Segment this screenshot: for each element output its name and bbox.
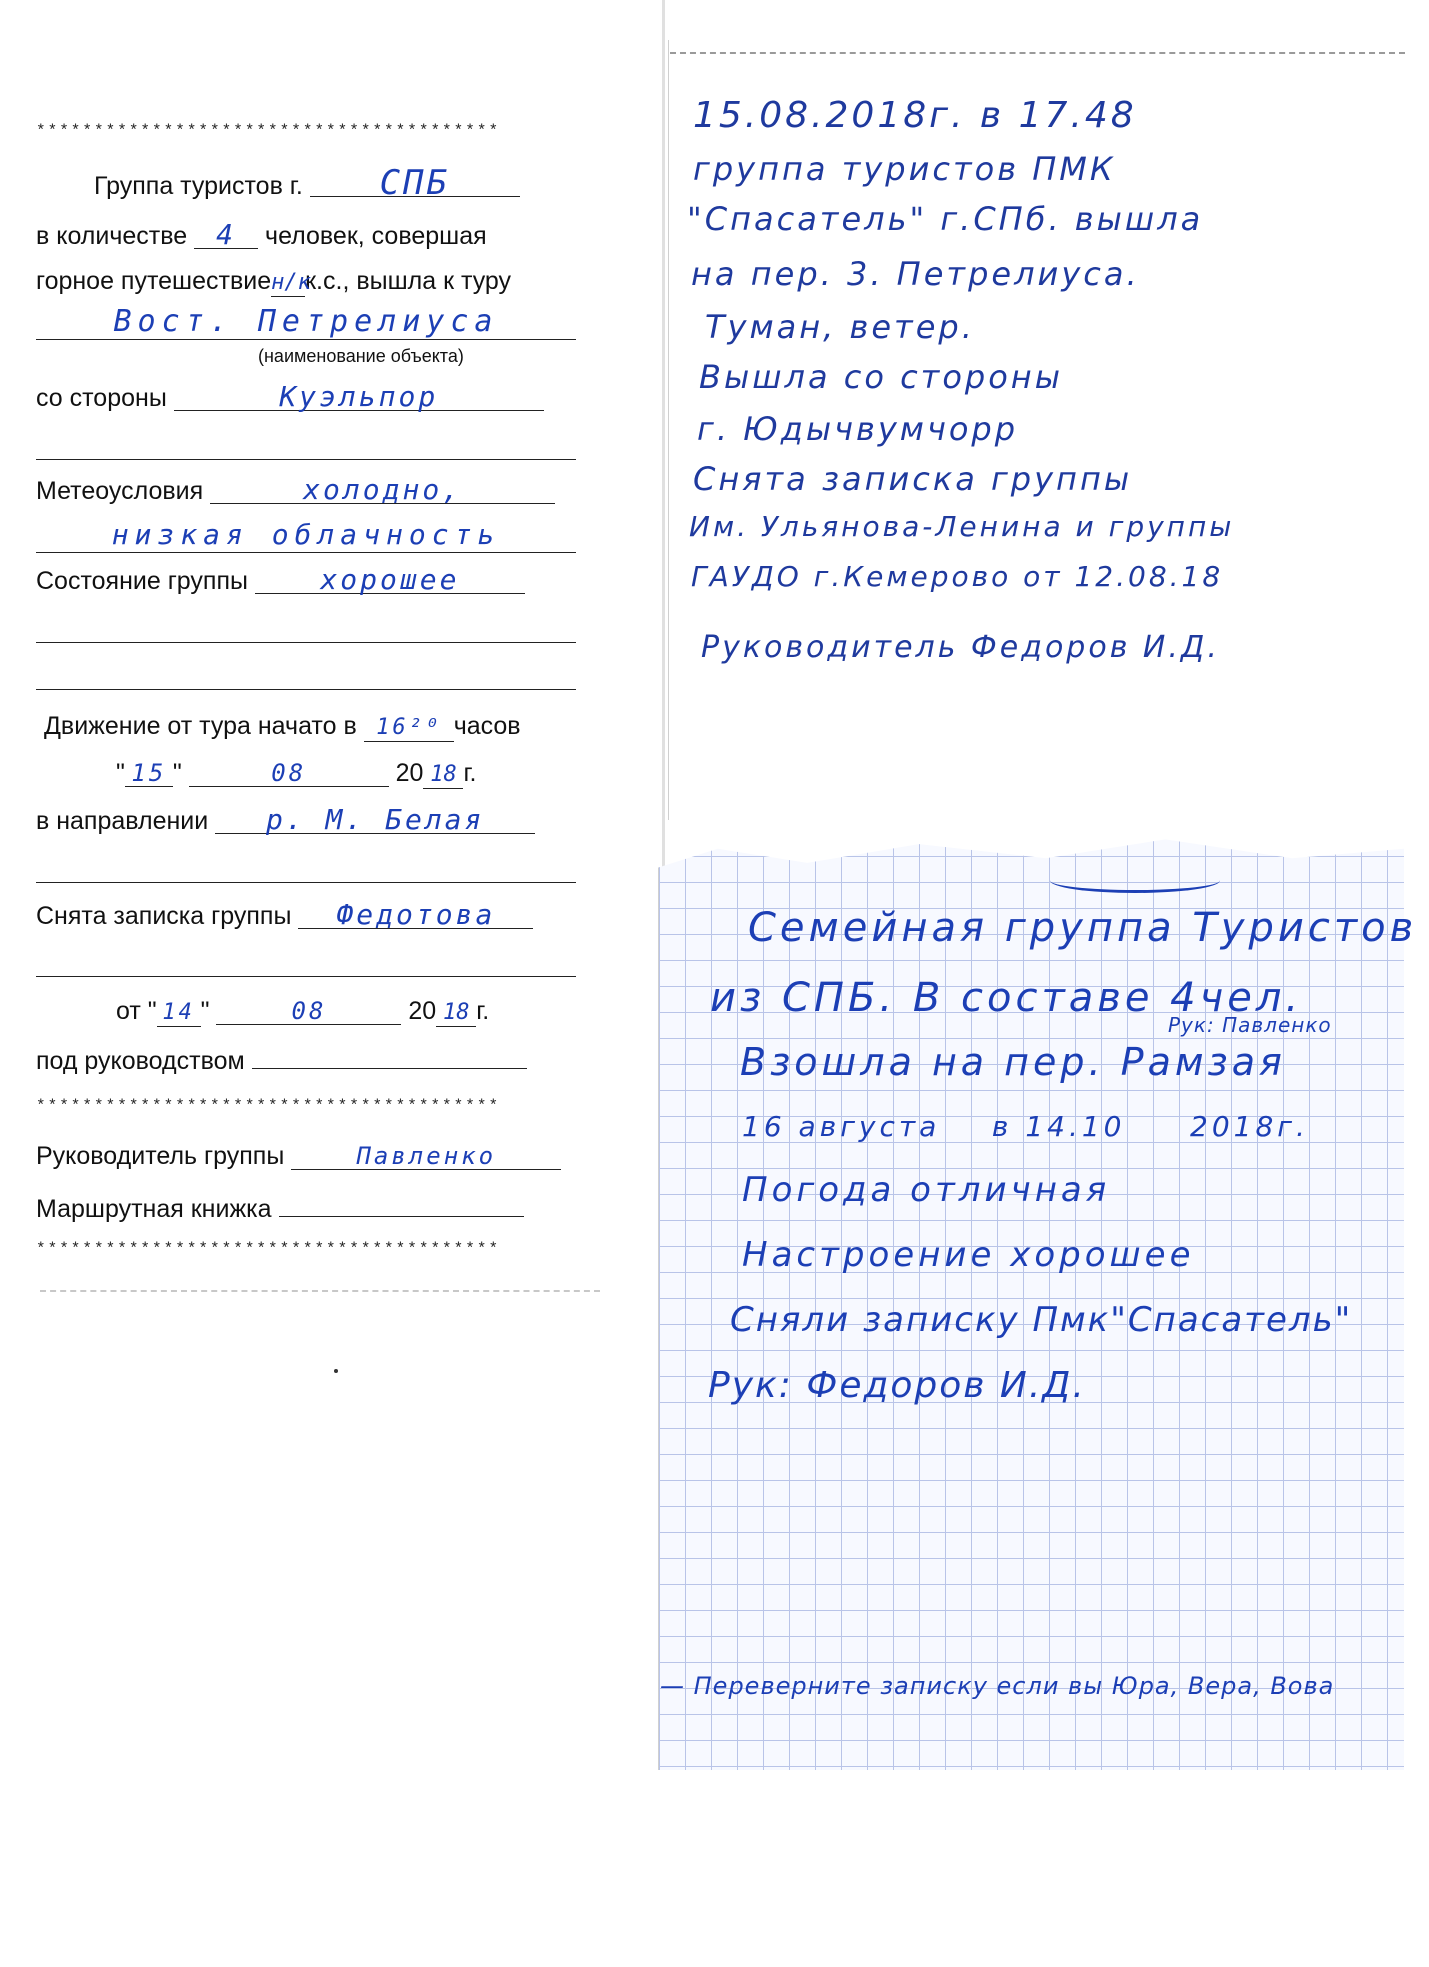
note1-line-10: ГАУДО г.Кемерово от 12.08.18 — [691, 560, 1224, 593]
date2-month-field[interactable]: 08 — [216, 998, 401, 1025]
move-time-field[interactable]: 16²⁰ — [364, 715, 454, 742]
weather-field-1[interactable]: холодно, — [210, 477, 555, 504]
count-field[interactable]: 4 — [194, 222, 258, 249]
from-label: от " — [116, 997, 157, 1025]
move-prefix: Движение от тура начато в — [44, 712, 357, 740]
scribble-mark — [1050, 868, 1220, 893]
trip-line — [36, 265, 576, 301]
book-line — [36, 1190, 576, 1226]
blank-line-5[interactable] — [36, 942, 576, 977]
side-line — [36, 382, 576, 418]
separator-stars-top: **************************************** — [36, 122, 501, 140]
leader-line — [36, 1140, 576, 1176]
direction-line — [36, 805, 576, 841]
blank-line-1[interactable] — [36, 425, 576, 460]
note1-line-6: Вышла со стороны — [699, 358, 1063, 396]
note1-line-5: Туман, ветер. — [705, 308, 975, 346]
note-field[interactable]: Федотова — [298, 902, 533, 929]
tear-edge-left — [40, 1290, 600, 1292]
state-label: Состояние группы — [36, 567, 248, 595]
note2-line-8: Рук: Федоров И.Д. — [708, 1365, 1086, 1406]
note2-line-3: Взошла на пер. Рамзая — [740, 1040, 1286, 1084]
date2-mid: " — [200, 997, 210, 1025]
blank-line-2[interactable] — [36, 608, 576, 643]
handwritten-note-1 — [668, 40, 1399, 820]
note1-line-1: 15.08.2018г. в 17.48 — [693, 95, 1137, 136]
book-field[interactable] — [279, 1190, 524, 1217]
trip-category-field[interactable]: н/к — [271, 270, 311, 295]
group-label: Группа туристов г. — [94, 172, 303, 200]
separator-stars-mid: **************************************** — [36, 1097, 501, 1115]
direction-label: в направлении — [36, 807, 209, 835]
note-label: Снята записка группы — [36, 902, 292, 930]
note2-line-6: Настроение хорошее — [742, 1235, 1195, 1275]
date1-mid: " — [172, 759, 182, 787]
count-prefix: в количестве — [36, 222, 188, 250]
lead-line — [36, 1042, 576, 1078]
state-field[interactable]: хорошее — [255, 567, 525, 594]
count-line — [36, 220, 576, 256]
group-city-field[interactable]: СПБ — [310, 170, 520, 197]
note1-line-4: на пер. 3. Петрелиуса. — [691, 255, 1140, 293]
note2-line-2b: Рук: Павленко — [1168, 1013, 1332, 1037]
weather-line — [36, 475, 576, 511]
date2-year-prefix: 20 — [408, 997, 437, 1025]
date1-year-suffix: г. — [463, 759, 477, 787]
side-field[interactable]: Куэльпор — [174, 384, 544, 411]
date1-line — [36, 757, 656, 793]
note1-line-9: Им. Ульянова-Ленина и группы — [689, 510, 1235, 543]
date1-month-field[interactable]: 08 — [189, 760, 389, 787]
note2-line-4: 16 августа в 14.10 2018г. — [742, 1110, 1309, 1143]
date2-year-suffix: г. — [476, 997, 490, 1025]
date2-day-field[interactable]: 14 — [157, 1000, 201, 1027]
date1-year-prefix: 20 — [395, 759, 424, 787]
trip-prefix: горное путешествие — [36, 267, 272, 295]
weather-label: Метеоусловия — [36, 477, 204, 505]
note1-line-8: Снята записка группы — [693, 460, 1133, 498]
note2-line-5: Погода отличная — [742, 1170, 1111, 1210]
note2-line-7: Сняли записку Пмк"Спасатель" — [730, 1300, 1353, 1340]
move-suffix: часов — [453, 712, 521, 740]
lead-label: под руководством — [36, 1047, 245, 1075]
state-line — [36, 565, 576, 601]
group-line — [36, 163, 634, 206]
date1-year-field[interactable]: 18 — [423, 762, 463, 789]
note1-line-3: "Спасатель" г.СПб. вышла — [687, 200, 1204, 238]
note1-line-11: Руководитель Федоров И.Д. — [701, 630, 1220, 665]
date2-line — [36, 995, 656, 1031]
note1-line-2: группа туристов ПМК — [693, 150, 1116, 188]
trip-suffix: к.с., вышла к туру — [305, 267, 512, 295]
note-line — [36, 900, 576, 936]
lead-field[interactable] — [252, 1042, 527, 1069]
leader-field[interactable]: Павленко — [291, 1143, 561, 1170]
leader-label: Руководитель группы — [36, 1142, 285, 1170]
note2-line-1: Семейная группа Туристов — [748, 905, 1418, 951]
blank-line-4[interactable] — [36, 848, 576, 883]
move-line — [36, 710, 584, 746]
blank-line-3[interactable] — [36, 655, 576, 690]
separator-stars-bottom: **************************************** — [36, 1240, 501, 1258]
date2-year-field[interactable]: 18 — [436, 1000, 476, 1027]
weather-field-2[interactable]: низкая облачность — [36, 518, 576, 553]
note1-line-7: г. Юдычвумчорр — [697, 410, 1019, 448]
speck-mark — [334, 1369, 338, 1373]
tour-name-field[interactable]: Вост. Петрелиуса — [36, 305, 576, 340]
book-label: Маршрутная книжка — [36, 1195, 272, 1223]
note2-line-2: из СПБ. В составе 4чел. — [710, 975, 1303, 1021]
count-suffix: человек, совершая — [265, 222, 487, 250]
side-label: со стороны — [36, 384, 167, 412]
note2-line-9: — Переверните записку если вы Юра, Вера, Вова — [660, 1672, 1335, 1700]
date1-open: " — [116, 759, 125, 787]
tour-name-hint: (наименование объекта) — [258, 346, 464, 366]
date1-day-field[interactable]: 15 — [125, 760, 173, 787]
direction-field[interactable]: р. М. Белая — [215, 807, 535, 834]
